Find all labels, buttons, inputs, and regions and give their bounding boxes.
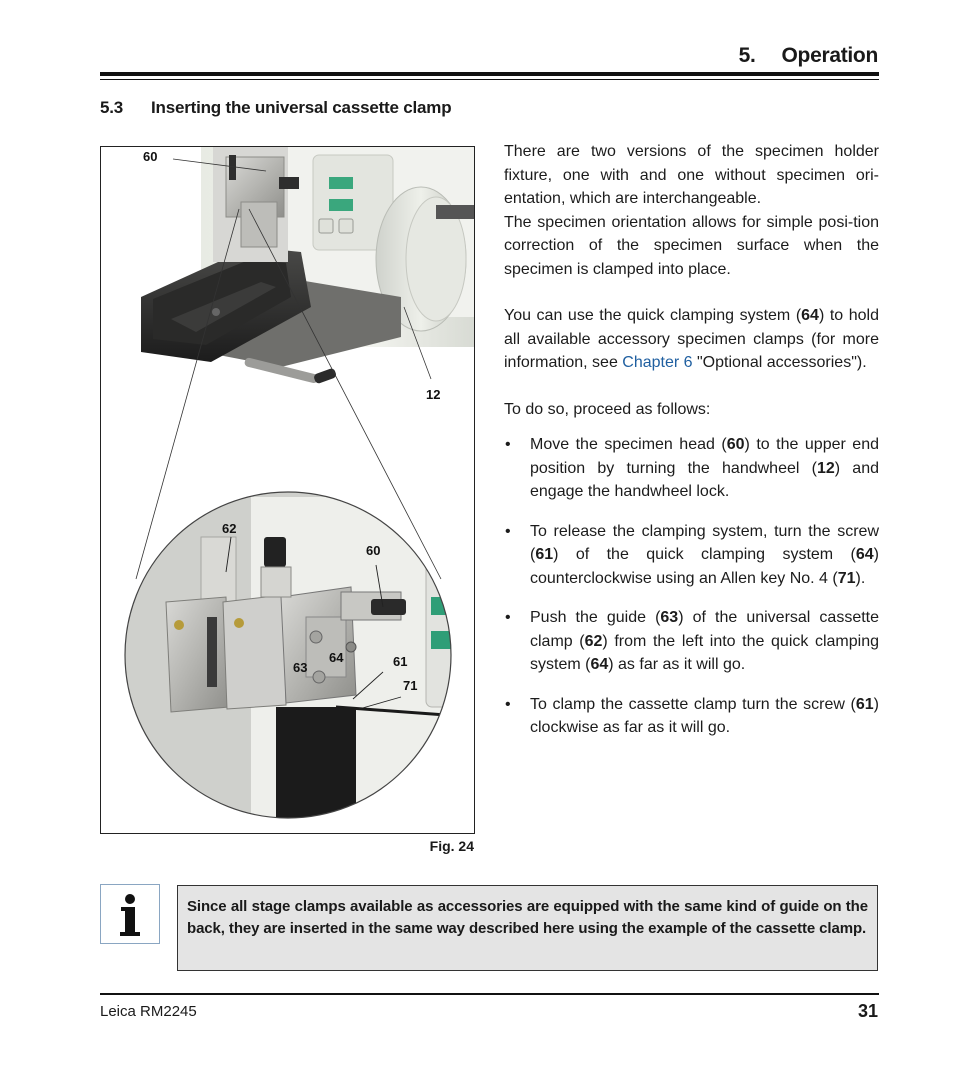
microtome-illustration: [101, 147, 474, 833]
header-rule-thin: [100, 79, 879, 80]
header-rule-thick: [100, 72, 879, 76]
bullet: •: [505, 522, 511, 540]
paragraph-2: The specimen orientation allows for simple posi-tion correction of the specimen surface when the specimen is clamped into place.: [504, 213, 879, 278]
callout-61: 61: [393, 654, 408, 669]
footer-rule: [100, 993, 879, 995]
section-title: Inserting the universal cassette clamp: [151, 98, 452, 117]
callout-60-top: 60: [143, 149, 158, 164]
callout-64: 64: [329, 650, 344, 665]
list-item: • Move the specimen head (60) to the upper end position by turning the handwheel (12) and engage the handwheel lock.: [504, 433, 879, 504]
list-item: • To clamp the cassette clamp turn the screw (61) clockwise as far as it will go.: [504, 693, 879, 740]
bullet: •: [505, 695, 511, 713]
chapter-title: Operation: [781, 44, 878, 67]
chapter-number: 5.: [738, 44, 756, 67]
callout-62: 62: [222, 521, 237, 536]
ref-64: 64: [801, 307, 819, 324]
steps-list: [504, 433, 879, 740]
list-item: • To release the clamping system, turn the screw (61) of the quick clamping system (64) counterclockwise using an Allen key No. 4 (71).: [504, 520, 879, 591]
footer-product: Leica RM2245: [100, 1003, 197, 1020]
bullet: •: [505, 436, 511, 453]
chapter-6-link[interactable]: Chapter 6: [622, 354, 693, 371]
bullet: •: [505, 609, 511, 626]
callout-60-detail: 60: [366, 543, 381, 558]
paragraph-4: To do so, proceed as follows:: [504, 400, 711, 418]
paragraph-1: There are two versions of the specimen holder fixture, one with and one without specimen ori-entation, which are interchangeable.: [504, 143, 879, 207]
list-item: • Push the guide (63) of the universal cassette clamp (62) from the left into the quick clamping system (64) as far as it will go.: [504, 606, 879, 677]
figure-24: [100, 146, 475, 834]
note-box: Since all stage clamps available as accessories are equipped with the same kind of guide on the back, they are inserted in the same way described here using the example of the cassette clamp.: [177, 885, 878, 971]
info-icon: [100, 884, 160, 944]
section-heading: [100, 98, 451, 118]
body-text: [504, 140, 879, 756]
figure-caption: Fig. 24: [429, 838, 474, 854]
instrument-overview: [141, 147, 474, 384]
detail-magnification: [101, 477, 474, 833]
page-number: 31: [857, 1001, 878, 1021]
chapter-heading: [739, 44, 878, 68]
callout-71: 71: [403, 678, 418, 693]
callout-63: 63: [293, 660, 308, 675]
callout-12: 12: [426, 387, 441, 402]
paragraph-3: You can use the quick clamping system (64) to hold all available accessory specimen clamps (for more information, see Chapter 6 "Optional accessories").: [504, 307, 879, 371]
section-number: 5.3: [100, 98, 124, 117]
